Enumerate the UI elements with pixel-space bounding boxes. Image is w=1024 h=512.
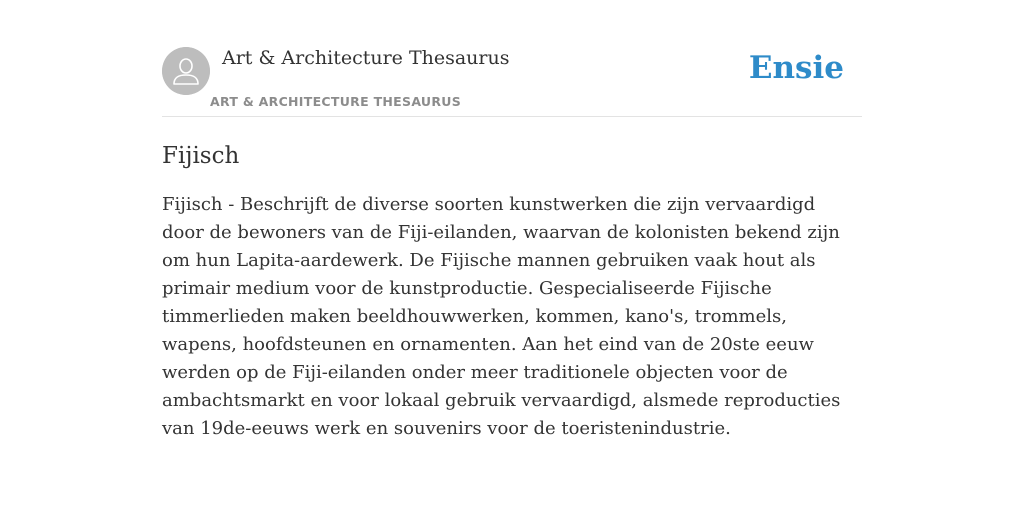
entry-description: Fijisch - Beschrijft de diverse soorten kunstwerken die zijn vervaardigd door de bewoners van de Fiji-eilanden, waarvan de kolonisten bekend zijn om hun Lapita-aardewerk. De Fijische mannen gebruiken vaak hout als primair medium voor de kunstproductie. Gespecialiseerde Fijische timmerlieden maken beeldhouwwerken, kommen, kano's, trommels, wapens, hoofdsteunen en ornamenten. Aan het eind van de 20ste eeuw werden op de Fiji-eilanden onder meer traditionele objecten voor de ambachtsmarkt en voor lokaal gebruik vervaardigd, alsmede reproducties van 19de-eeuws werk en souvenirs voor de toeristenindustrie. [162, 194, 841, 439]
entry-header [162, 46, 862, 117]
entry-card [162, 46, 862, 443]
page-title: Fijisch [162, 143, 240, 169]
user-icon [162, 47, 210, 95]
brand-logo[interactable]: Ensie [748, 50, 844, 86]
source-subtitle[interactable]: ART & ARCHITECTURE THESAURUS [210, 94, 462, 109]
avatar[interactable] [162, 47, 210, 95]
source-title[interactable]: Art & Architecture Thesaurus [222, 47, 510, 69]
